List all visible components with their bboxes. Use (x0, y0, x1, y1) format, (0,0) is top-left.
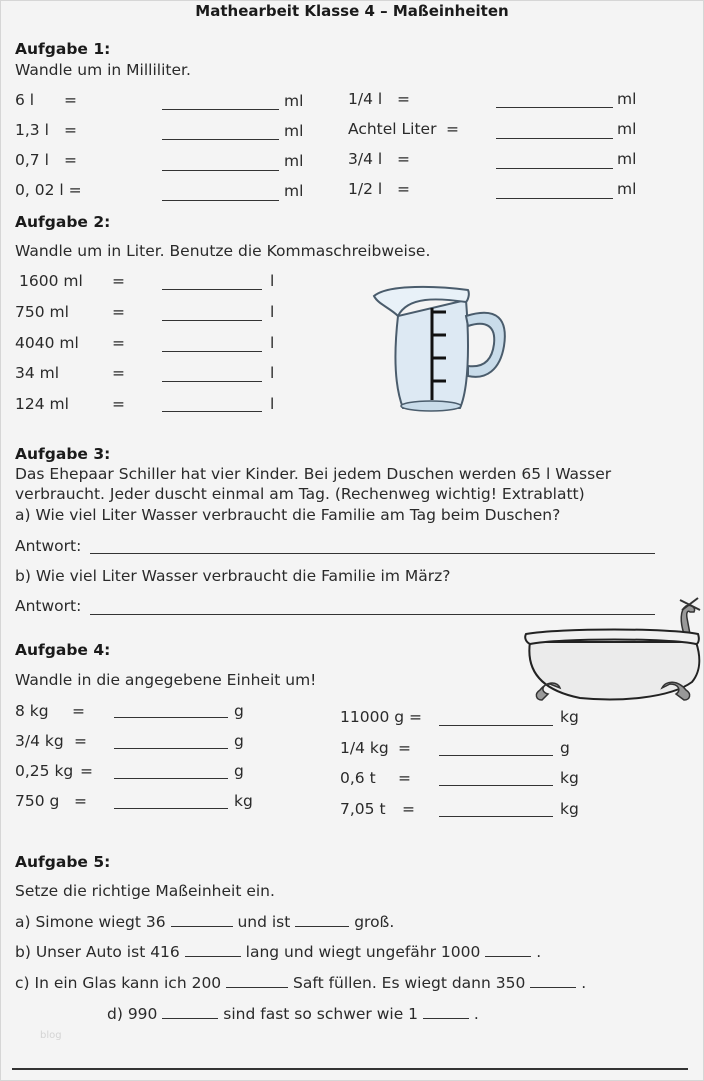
answer-blank[interactable] (162, 1018, 218, 1019)
text: sind fast so schwer wie 1 (223, 1005, 419, 1023)
answer-blank[interactable] (496, 138, 613, 139)
text: und ist (237, 913, 291, 931)
answer-blank[interactable] (496, 168, 613, 169)
unit-label: g (234, 762, 244, 780)
equals-sign: = (446, 120, 459, 138)
task3-question-a: a) Wie viel Liter Wasser verbraucht die Familie am Tag beim Duschen? (15, 506, 561, 524)
equals-sign: = (74, 732, 87, 750)
watermark: blog (40, 1030, 62, 1041)
equals-sign: = (72, 702, 85, 720)
answer-blank[interactable] (439, 816, 553, 817)
measuring-jug-icon (368, 280, 518, 420)
answer-blank[interactable] (114, 808, 228, 809)
task3-heading: Aufgabe 3: (15, 445, 111, 463)
answer-blank[interactable] (496, 198, 613, 199)
answer-blank[interactable] (114, 748, 228, 749)
task5-item-b (15, 943, 541, 961)
task2-expr: 4040 ml (15, 334, 79, 352)
task2-expr: 1600 ml (19, 272, 83, 290)
unit-label: l (270, 272, 275, 290)
equals-sign: = (64, 121, 77, 139)
task5-item-a (15, 913, 394, 931)
answer-blank[interactable] (226, 987, 288, 988)
answer-blank[interactable] (439, 725, 553, 726)
text: a) Simone wiegt 36 (15, 913, 166, 931)
task3-question-b: b) Wie viel Liter Wasser verbraucht die Familie im März? (15, 567, 451, 585)
equals-sign: = (398, 739, 411, 757)
task1-left-expr: 0,7 l (15, 151, 49, 169)
answer-blank[interactable] (162, 200, 279, 201)
task2-expr: 34 ml (15, 364, 60, 382)
equals-sign: = (402, 800, 415, 818)
text: c) In ein Glas kann ich 200 (15, 974, 222, 992)
equals-sign: = (80, 762, 93, 780)
task5-item-c (15, 974, 586, 992)
task1-instruction: Wandle um in Milliliter. (15, 61, 191, 79)
text: . (536, 943, 542, 961)
equals-sign: = (112, 334, 125, 352)
task1-left-expr: 6 l (15, 91, 35, 109)
text: . (473, 1005, 479, 1023)
unit-label: ml (617, 90, 637, 108)
task2-heading: Aufgabe 2: (15, 213, 111, 231)
task1-left-expr: 1,3 l (15, 121, 49, 139)
text: Saft füllen. Es wiegt dann 350 (293, 974, 526, 992)
equals-sign: = (112, 272, 125, 290)
equals-sign: = (64, 151, 77, 169)
task4-heading: Aufgabe 4: (15, 641, 111, 659)
unit-label: g (234, 732, 244, 750)
task4-left-expr: 750 g (15, 792, 60, 810)
task2-instruction: Wandle um in Liter. Benutze die Kommaschreibweise. (15, 242, 431, 260)
text: lang und wiegt ungefähr 1000 (245, 943, 481, 961)
unit-label: ml (617, 120, 637, 138)
task4-right-expr: 1/4 kg (340, 739, 389, 757)
equals-sign: = (398, 769, 411, 787)
task5-item-d (107, 1005, 479, 1023)
unit-label: ml (284, 182, 304, 200)
text: . (581, 974, 587, 992)
answer-blank[interactable] (162, 351, 262, 352)
answer-blank[interactable] (496, 107, 613, 108)
answer-blank[interactable] (485, 956, 531, 957)
answer-label: Antwort: (15, 597, 82, 615)
answer-blank[interactable] (114, 778, 228, 779)
task1-right-expr: 1/2 l (348, 180, 383, 198)
answer-blank[interactable] (114, 717, 228, 718)
answer-blank[interactable] (439, 785, 553, 786)
text: groß. (354, 913, 395, 931)
bottom-rule (12, 1068, 688, 1070)
answer-blank[interactable] (171, 926, 233, 927)
answer-blank[interactable] (439, 755, 553, 756)
task3-text-line: Das Ehepaar Schiller hat vier Kinder. Bei jedem Duschen werden 65 l Wasser (15, 465, 612, 483)
answer-line-a[interactable] (90, 553, 655, 554)
task4-instruction: Wandle in die angegebene Einheit um! (15, 671, 317, 689)
task2-expr: 750 ml (15, 303, 69, 321)
answer-blank[interactable] (530, 987, 576, 988)
unit-label: kg (234, 792, 253, 810)
unit-label: g (234, 702, 244, 720)
equals-sign: = (112, 395, 125, 413)
answer-blank[interactable] (162, 109, 279, 110)
task1-right-expr: 3/4 l (348, 150, 383, 168)
equals-sign: = (74, 792, 87, 810)
task4-left-expr: 0,25 kg (15, 762, 74, 780)
answer-blank[interactable] (162, 170, 279, 171)
task4-left-expr: 3/4 kg (15, 732, 64, 750)
answer-blank[interactable] (162, 381, 262, 382)
unit-label: g (560, 739, 570, 757)
bathtub-icon (520, 594, 704, 704)
answer-blank[interactable] (162, 411, 262, 412)
unit-label: ml (284, 122, 304, 140)
unit-label: ml (284, 152, 304, 170)
task1-left-expr: 0, 02 l = (15, 181, 82, 199)
answer-blank[interactable] (162, 139, 279, 140)
task1-right-expr: 1/4 l (348, 90, 383, 108)
unit-label: ml (617, 180, 637, 198)
unit-label: kg (560, 708, 579, 726)
task4-right-expr: 0,6 t (340, 769, 376, 787)
unit-label: ml (284, 92, 304, 110)
equals-sign: = (112, 364, 125, 382)
equals-sign: = (397, 90, 410, 108)
answer-blank[interactable] (162, 320, 262, 321)
unit-label: l (270, 364, 275, 382)
unit-label: ml (617, 150, 637, 168)
task5-heading: Aufgabe 5: (15, 853, 111, 871)
unit-label: kg (560, 769, 579, 787)
equals-sign: = (397, 150, 410, 168)
answer-blank[interactable] (185, 956, 241, 957)
answer-blank[interactable] (423, 1018, 469, 1019)
equals-sign: = (112, 303, 125, 321)
task2-expr: 124 ml (15, 395, 69, 413)
task4-right-expr: 11000 g = (340, 708, 422, 726)
task1-heading: Aufgabe 1: (15, 40, 111, 58)
equals-sign: = (64, 91, 77, 109)
answer-blank[interactable] (162, 289, 262, 290)
unit-label: l (270, 303, 275, 321)
task4-right-expr: 7,05 t (340, 800, 386, 818)
answer-blank[interactable] (295, 926, 349, 927)
unit-label: l (270, 334, 275, 352)
unit-label: l (270, 395, 275, 413)
text: b) Unser Auto ist 416 (15, 943, 180, 961)
page-title: Mathearbeit Klasse 4 – Maßeinheiten (195, 2, 509, 20)
task5-instruction: Setze die richtige Maßeinheit ein. (15, 882, 275, 900)
unit-label: kg (560, 800, 579, 818)
equals-sign: = (397, 180, 410, 198)
task4-left-expr: 8 kg (15, 702, 49, 720)
task3-text-line: verbraucht. Jeder duscht einmal am Tag. (Rechenweg wichtig! Extrablatt) (15, 485, 585, 503)
answer-label: Antwort: (15, 537, 82, 555)
task1-right-expr: Achtel Liter (348, 120, 437, 138)
text: d) 990 (107, 1005, 158, 1023)
